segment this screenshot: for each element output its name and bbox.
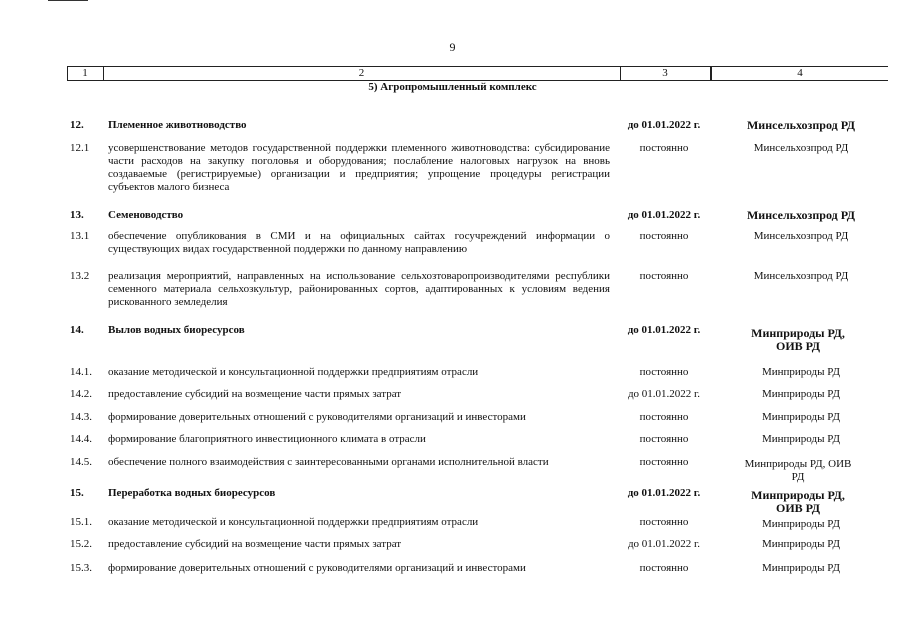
row-responsible: Минприроды РД, ОИВ РД bbox=[751, 488, 845, 515]
row-responsible: Минсельхозпрод РД bbox=[746, 118, 855, 132]
row-deadline: постоянно bbox=[639, 270, 689, 282]
row-responsible: Минприроды РД bbox=[761, 538, 841, 550]
row-number: 14.5. bbox=[70, 456, 92, 468]
row-deadline: постоянно bbox=[639, 142, 689, 154]
row-responsible: Минсельхозпрод РД bbox=[753, 142, 849, 154]
row-description: Вылов водных биоресурсов bbox=[108, 324, 245, 336]
row-deadline: постоянно bbox=[639, 516, 689, 528]
row-deadline: постоянно bbox=[639, 456, 689, 468]
row-number: 15. bbox=[70, 487, 84, 499]
header-col-2: 2 bbox=[358, 67, 365, 79]
row-responsible: Минприроды РД, ОИВ РД bbox=[744, 458, 852, 483]
row-description: обеспечение полного взаимодействия с заинтересованными органами исполнительной власти bbox=[108, 456, 549, 468]
row-responsible: Минприроды РД bbox=[761, 366, 841, 378]
row-description: Переработка водных биоресурсов bbox=[108, 487, 276, 499]
row-description: реализация мероприятий, направленных на использование сельхозтоваропроизводителями республики семенного материала сельхозкультур, районированных сортов, адаптированных к условиям ведения рискованного земледелия bbox=[108, 270, 610, 308]
row-responsible: Минприроды РД bbox=[761, 433, 841, 445]
row-deadline: постоянно bbox=[639, 230, 689, 242]
row-description: оказание методической и консультационной поддержки предприятиям отрасли bbox=[108, 366, 479, 378]
row-responsible: Минсельхозпрод РД bbox=[753, 230, 849, 242]
row-responsible: Минприроды РД bbox=[761, 562, 841, 574]
row-responsible: Минприроды РД bbox=[761, 388, 841, 400]
row-number: 14.3. bbox=[70, 411, 92, 423]
row-deadline: до 01.01.2022 г. bbox=[627, 388, 701, 400]
row-number: 15.2. bbox=[70, 538, 92, 550]
row-deadline: постоянно bbox=[639, 411, 689, 423]
row-deadline: постоянно bbox=[639, 562, 689, 574]
row-responsible: Минприроды РД bbox=[761, 518, 841, 530]
row-number: 14.2. bbox=[70, 388, 92, 400]
header-col-1: 1 bbox=[82, 67, 88, 79]
row-description: формирование доверительных отношений с руководителями организаций и инвесторами bbox=[108, 411, 526, 423]
row-deadline: постоянно bbox=[639, 366, 689, 378]
header-col-4: 4 bbox=[797, 67, 803, 79]
row-number: 12. bbox=[70, 119, 84, 131]
row-number: 12.1 bbox=[70, 142, 90, 154]
row-number: 14.4. bbox=[70, 433, 92, 445]
row-deadline: до 01.01.2022 г. bbox=[627, 209, 701, 221]
row-responsible: Минприроды РД, ОИВ РД bbox=[751, 326, 845, 353]
row-description: предоставление субсидий на возмещение части прямых затрат bbox=[108, 538, 402, 550]
row-deadline: до 01.01.2022 г. bbox=[627, 538, 701, 550]
row-deadline: постоянно bbox=[639, 433, 689, 445]
row-number: 15.1. bbox=[70, 516, 92, 528]
row-description: Семеноводство bbox=[108, 209, 184, 221]
row-description: предоставление субсидий на возмещение части прямых затрат bbox=[108, 388, 402, 400]
row-deadline: до 01.01.2022 г. bbox=[627, 324, 701, 336]
row-responsible: Минприроды РД bbox=[761, 411, 841, 423]
table-header bbox=[67, 66, 888, 81]
row-description: формирование благоприятного инвестиционного климата в отрасли bbox=[108, 433, 426, 445]
row-number: 14. bbox=[70, 324, 84, 336]
row-description: Племенное животноводство bbox=[108, 119, 247, 131]
row-number: 13. bbox=[70, 209, 84, 221]
row-description: формирование доверительных отношений с руководителями организаций и инвесторами bbox=[108, 562, 526, 574]
page-number: 9 bbox=[449, 40, 456, 54]
row-number: 13.2 bbox=[70, 270, 90, 282]
row-deadline: до 01.01.2022 г. bbox=[627, 119, 701, 131]
row-number: 15.3. bbox=[70, 562, 92, 574]
header-col-3: 3 bbox=[662, 67, 668, 79]
row-number: 13.1 bbox=[70, 230, 90, 242]
row-deadline: до 01.01.2022 г. bbox=[627, 487, 701, 499]
row-number: 14.1. bbox=[70, 366, 92, 378]
row-responsible: Минсельхозпрод РД bbox=[746, 208, 855, 222]
section-title: 5) Агропромышленный комплекс bbox=[368, 81, 537, 93]
row-description: обеспечение опубликования в СМИ и на официальных сайтах госучреждений информации о существующих видах государственной поддержки по данному направлению bbox=[108, 230, 610, 255]
row-responsible: Минсельхозпрод РД bbox=[753, 270, 849, 282]
top-rule bbox=[48, 0, 88, 1]
row-description: оказание методической и консультационной поддержки предприятиям отрасли bbox=[108, 516, 479, 528]
row-description: усовершенствование методов государственной поддержки племенного животноводства: субсидирование части расходов на закупку поголовья и оборудования; послабление налоговых нагрузок на вновь создаваемые (регистрируемые) организации и предприятия; упрощение процедуры регистрации субъектов малого бизнеса bbox=[108, 142, 610, 193]
